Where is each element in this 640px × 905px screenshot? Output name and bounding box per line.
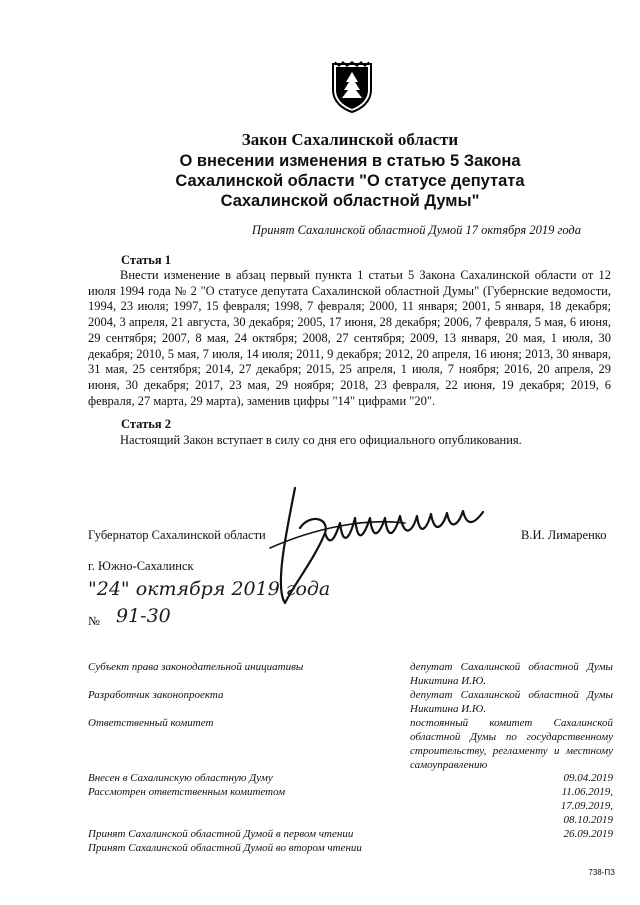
timeline-label-submitted: Внесен в Сахалинскую областную Думу xyxy=(88,772,273,784)
handwritten-number: 91-30 xyxy=(116,605,171,627)
document-code: 738-ПЗ xyxy=(588,868,615,877)
accepted-date-line: Принят Сахалинской областной Думой 17 октября 2019 года xyxy=(251,223,581,237)
law-subtitle: О внесении изменения в статью 5 Закона Сахалинской области "О статусе депутата Сахалинской областной Думы" xyxy=(175,152,525,210)
coat-of-arms-emblem xyxy=(327,60,377,114)
detail-label-initiative: Субъект права законодательной инициативы xyxy=(88,661,304,673)
article-2-heading: Статья 2 xyxy=(121,417,171,431)
law-title: Закон Сахалинской области xyxy=(241,130,459,149)
governor-position: Губернатор Сахалинской области xyxy=(88,528,266,542)
timeline-label-second-reading: Принят Сахалинской областной Думой во втором чтении xyxy=(88,842,362,854)
timeline-date-first-reading: 26.09.2019 xyxy=(563,828,613,840)
timeline-dates-committee: 11.06.2019, 17.09.2019, 08.10.2019 xyxy=(560,786,613,826)
detail-value-committee: постоянный комитет Сахалинской областной Думы по государственному строительству, регламенту и местному самоуправлению xyxy=(410,717,613,771)
detail-label-committee: Ответственный комитет xyxy=(88,717,214,729)
city-name: г. Южно-Сахалинск xyxy=(88,559,194,573)
timeline-label-first-reading: Принят Сахалинской областной Думой в первом чтении xyxy=(88,828,354,840)
detail-label-developer: Разработчик законопроекта xyxy=(88,689,224,701)
timeline-label-committee: Рассмотрен ответственным комитетом xyxy=(88,786,286,798)
handwritten-date: "24" октября 2019 года xyxy=(88,578,331,600)
governor-name: В.И. Лимаренко xyxy=(521,528,607,542)
number-prefix: № xyxy=(88,614,100,628)
timeline-date-submitted: 09.04.2019 xyxy=(563,772,613,784)
article-2-text: Настоящий Закон вступает в силу со дня его официального опубликования. xyxy=(120,433,522,447)
detail-value-initiative: депутат Сахалинской областной Думы Никитина И.Ю. xyxy=(410,661,613,687)
article-1-text: Внести изменение в абзац первый пункта 1 статьи 5 Закона Сахалинской области от 12 июля 1994 года № 2 "О статусе депутата Сахалинской областной Думы" (Губернские ведомости, 1994, 23 июля; 1997, 15 февраля; 1998, 7 февраля; 2000, 11 января; 2001, 5 января, 18 декабря; 2004, 3 апреля, 21 августа, 30 декабря; 2005, 17 июня, 28 декабря; 2006, 7 февраля, 5 мая, 6 июня, 29 сентября; 2007, 8 мая, 24 октября; 2008, 27 сентября; 2009, 13 января, 20 мая, 1 июля, 30 декабря; 2010, 5 мая, 7 июля, 14 июля; 2011, 9 декабря; 2012, 20 апреля, 16 июня; 2013, 30 января, 31 мая, 25 сентября; 2014, 27 декабря; 2015, 25 апреля, 1 июля, 7 ноября; 2016, 20 апреля, 29 июня, 30 декабря; 2017, 23 мая, 29 ноября; 2018, 23 февраля, 22 июня, 19 декабря; 2019, 6 февраля, 27 марта, 29 марта), заменив цифры "14" цифрами "20". xyxy=(88,268,611,408)
detail-value-developer: депутат Сахалинской областной Думы Никитина И.Ю. xyxy=(410,689,613,715)
article-1-heading: Статья 1 xyxy=(121,253,171,267)
